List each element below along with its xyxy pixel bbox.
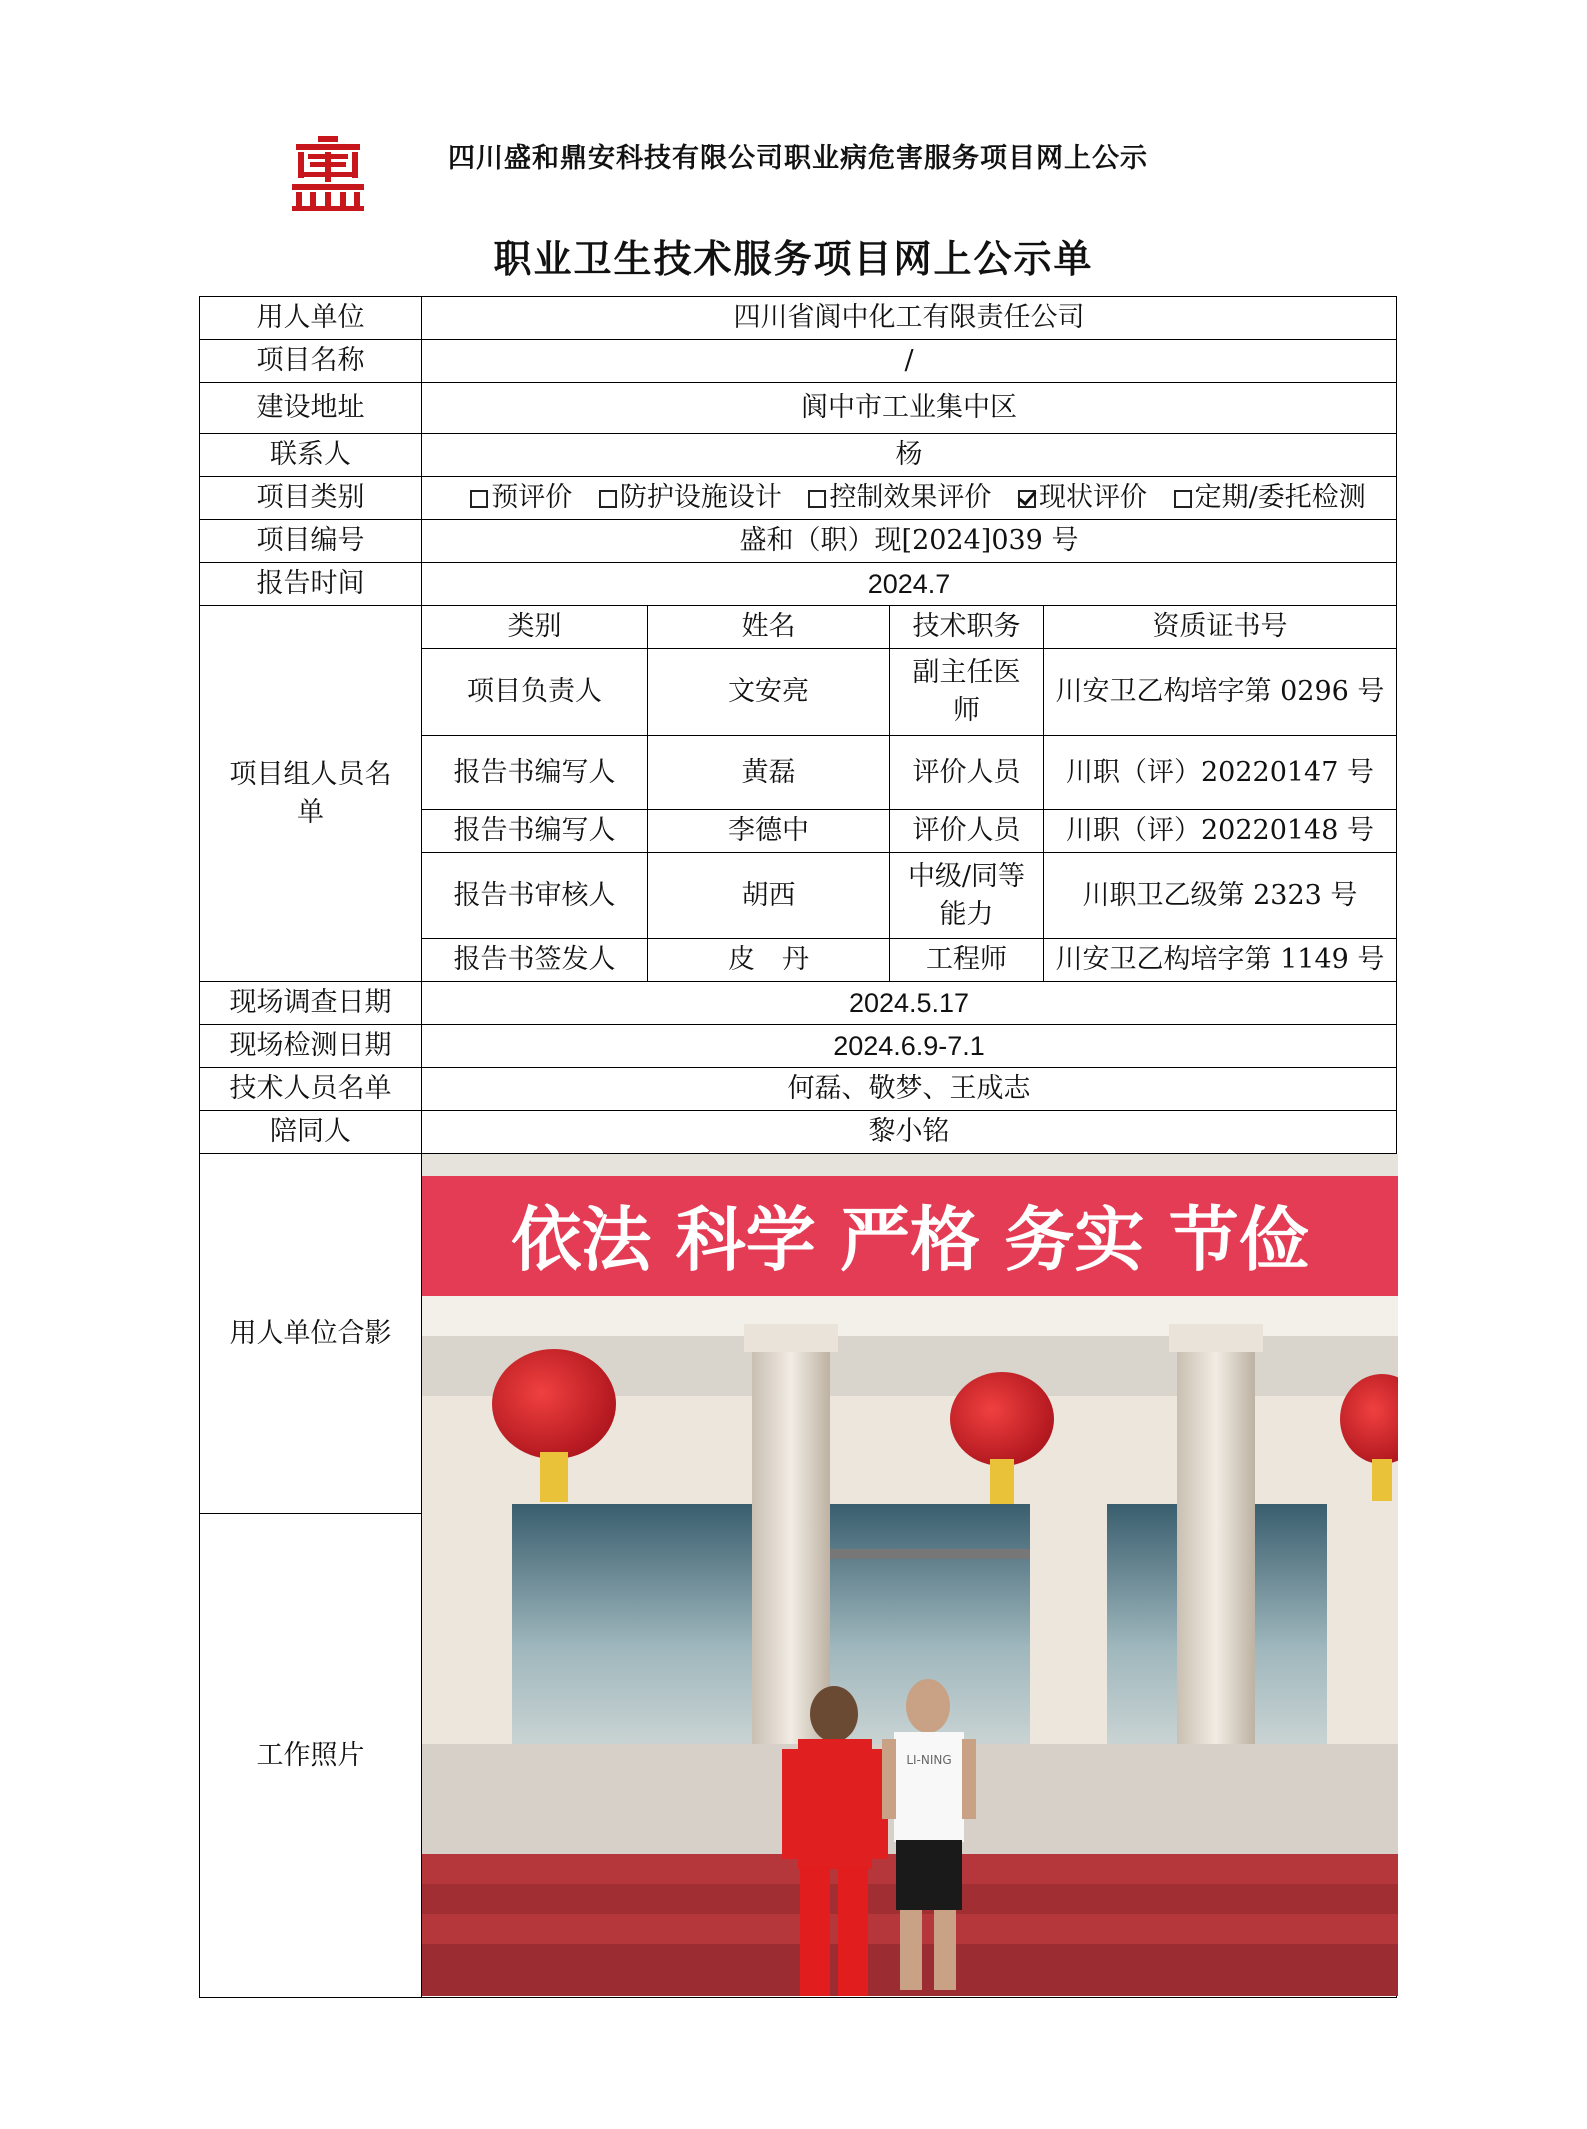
team-header-role: 类别 (422, 606, 648, 649)
member-title: 评价人员 (890, 736, 1044, 810)
member-title: 工程师 (890, 939, 1044, 982)
member-title: 评价人员 (890, 810, 1044, 853)
value-project-name: / (422, 340, 1397, 383)
checkbox-icon (470, 490, 488, 508)
row-report-time (200, 563, 1397, 606)
label-survey-date: 现场调查日期 (200, 982, 422, 1025)
member-cert: 川安卫乙构培字第 1149 号 (1044, 939, 1397, 982)
option-protection-design: 防护设施设计 (581, 482, 782, 513)
member-cert: 川职（评）20220147 号 (1044, 736, 1397, 810)
label-escort: 陪同人 (200, 1111, 422, 1154)
member-role: 报告书编写人 (422, 736, 648, 810)
group-photo-image (422, 1154, 1398, 1996)
member-cert: 川职（评）20220148 号 (1044, 810, 1397, 853)
disclosure-table (199, 296, 1397, 1998)
row-address (200, 383, 1397, 434)
member-name: 文安亮 (648, 649, 890, 736)
member-role: 报告书审核人 (422, 853, 648, 939)
banner-text: 依法 科学 严格 务实 节俭 (511, 1199, 1309, 1281)
member-name: 皮 丹 (648, 939, 890, 982)
label-category: 项目类别 (200, 477, 422, 520)
value-employer: 四川省阆中化工有限责任公司 (422, 297, 1397, 340)
row-employer (200, 297, 1397, 340)
value-tech-staff: 何磊、敬梦、王成志 (422, 1068, 1397, 1111)
label-work-photo: 工作照片 (200, 1514, 422, 1998)
row-project-name (200, 340, 1397, 383)
value-survey-date: 2024.5.17 (422, 982, 1397, 1025)
label-project-no: 项目编号 (200, 520, 422, 563)
label-team: 项目组人员名单 (200, 606, 422, 982)
photo-cell (422, 1154, 1397, 1998)
team-header-row (200, 606, 1397, 649)
value-project-no: 盛和（职）现[2024]039 号 (422, 520, 1397, 563)
option-periodic-testing: 定期/委托检测 (1156, 482, 1366, 513)
company-header-title: 四川盛和鼎安科技有限公司职业病危害服务项目网上公示 (448, 143, 1148, 174)
member-name: 李德中 (648, 810, 890, 853)
row-survey-date (200, 982, 1397, 1025)
member-cert: 川职卫乙级第 2323 号 (1044, 853, 1397, 939)
company-logo (288, 132, 368, 214)
row-escort (200, 1111, 1397, 1154)
label-project-name: 项目名称 (200, 340, 422, 383)
value-contact: 杨 (422, 434, 1397, 477)
checkbox-icon (599, 490, 617, 508)
member-name: 胡西 (648, 853, 890, 939)
row-group-photo (200, 1154, 1397, 1514)
member-role: 报告书签发人 (422, 939, 648, 982)
label-test-date: 现场检测日期 (200, 1025, 422, 1068)
checkbox-icon (1174, 490, 1192, 508)
member-role: 项目负责人 (422, 649, 648, 736)
label-employer: 用人单位 (200, 297, 422, 340)
checkbox-checked-icon (1018, 490, 1036, 508)
checkbox-icon (808, 490, 826, 508)
team-header-name: 姓名 (648, 606, 890, 649)
member-name: 黄磊 (648, 736, 890, 810)
member-title: 中级/同等能力 (890, 853, 1044, 939)
value-category (422, 477, 1397, 520)
option-pre-evaluation: 预评价 (452, 482, 572, 513)
row-tech-staff (200, 1068, 1397, 1111)
member-role: 报告书编写人 (422, 810, 648, 853)
label-report-time: 报告时间 (200, 563, 422, 606)
member-title: 副主任医师 (890, 649, 1044, 736)
value-report-time: 2024.7 (422, 563, 1397, 606)
document-title: 职业卫生技术服务项目网上公示单 (493, 236, 1094, 281)
option-control-effect: 控制效果评价 (790, 482, 991, 513)
label-address: 建设地址 (200, 383, 422, 434)
value-address: 阆中市工业集中区 (422, 383, 1397, 434)
value-test-date: 2024.6.9-7.1 (422, 1025, 1397, 1068)
label-group-photo: 用人单位合影 (200, 1154, 422, 1514)
value-escort: 黎小铭 (422, 1111, 1397, 1154)
row-test-date (200, 1025, 1397, 1068)
row-project-no (200, 520, 1397, 563)
member-cert: 川安卫乙构培字第 0296 号 (1044, 649, 1397, 736)
row-category (200, 477, 1397, 520)
label-contact: 联系人 (200, 434, 422, 477)
team-header-cert: 资质证书号 (1044, 606, 1397, 649)
row-contact (200, 434, 1397, 477)
team-header-title: 技术职务 (890, 606, 1044, 649)
shirt-logo-text: LI-NING (906, 1753, 952, 1767)
option-status-evaluation: 现状评价 (1000, 482, 1147, 513)
label-tech-staff: 技术人员名单 (200, 1068, 422, 1111)
